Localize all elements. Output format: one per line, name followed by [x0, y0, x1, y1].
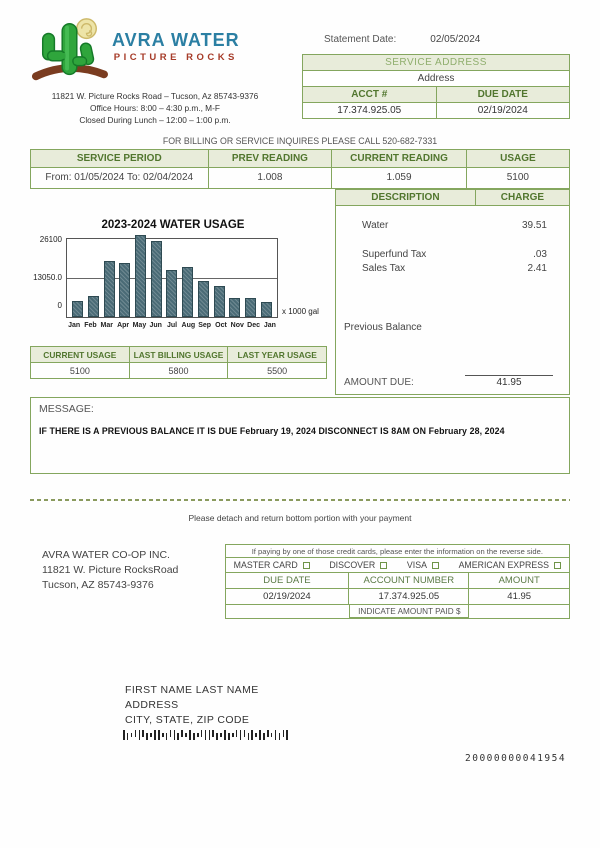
remit-city: Tucson, AZ 85743-9376	[42, 578, 154, 591]
barcode-bar	[232, 733, 234, 737]
barcode-bar	[174, 730, 176, 740]
acct-value: 17.374.925.05	[303, 103, 437, 118]
message-box	[30, 397, 570, 474]
usage-summary-headers	[31, 347, 326, 362]
chart-x-label: Jan	[68, 322, 81, 330]
recipient-city: CITY, STATE, ZIP CODE	[125, 713, 250, 726]
barcode-bar	[244, 730, 246, 737]
reading-cell: 1.008	[209, 167, 333, 188]
postal-barcode	[123, 730, 570, 741]
acct-header: ACCT #	[303, 87, 437, 103]
barcode-bar	[185, 733, 187, 737]
usage-bar	[229, 298, 240, 317]
usage-bar	[214, 286, 225, 317]
card-option	[234, 560, 310, 570]
barcode-bar	[170, 730, 172, 737]
chart-x-label: Sep	[198, 322, 212, 330]
charge-row	[336, 249, 569, 260]
brand-subtitle: PICTURE ROCKS	[113, 52, 238, 63]
charge-header: CHARGE	[476, 190, 569, 205]
stub-header: AMOUNT	[469, 573, 569, 589]
usage-summary-header: CURRENT USAGE	[31, 347, 130, 362]
service-address-value: Address	[303, 71, 569, 87]
chart-x-axis	[66, 322, 278, 329]
usage-summary-value: 5100	[31, 362, 130, 378]
statement-date-label: Statement Date:	[324, 34, 397, 45]
usage-chart-column	[30, 189, 335, 395]
charge-amount: 39.51	[521, 220, 547, 232]
recipient-street: ADDRESS	[125, 698, 179, 711]
charge-items	[336, 206, 569, 274]
barcode-bar	[131, 733, 133, 737]
barcode-bar	[220, 733, 222, 737]
chart-x-label: Apr	[117, 322, 130, 330]
credit-card-options	[226, 558, 569, 573]
charge-row	[336, 220, 569, 231]
amount-due-value: 41.95	[465, 375, 553, 388]
usage-summary-header: LAST BILLING USAGE	[130, 347, 229, 362]
remit-company: AVRA WATER CO-OP INC.	[42, 549, 170, 562]
american-express-checkbox[interactable]	[554, 562, 561, 569]
barcode-bar	[139, 730, 141, 740]
card-option	[459, 560, 561, 570]
chart-x-label: Oct	[215, 322, 227, 330]
chart-x-label: Feb	[84, 322, 97, 330]
brand-name: AVRA WATER	[112, 30, 240, 50]
due-date-header: DUE DATE	[437, 87, 570, 103]
barcode-bar	[135, 730, 137, 737]
barcode-bar	[267, 730, 269, 737]
barcode-bar	[166, 733, 168, 740]
detach-dashed-line	[30, 499, 570, 501]
barcode-bar	[197, 733, 199, 737]
reading-cell: 1.059	[332, 167, 467, 188]
stub-value: 17.374.925.05	[349, 589, 469, 605]
stub-values	[226, 589, 569, 605]
charges-box	[335, 189, 570, 395]
office-info	[30, 90, 280, 126]
reading-table	[30, 149, 570, 189]
barcode-bar	[201, 730, 203, 737]
usage-summary-table	[30, 346, 327, 379]
barcode-bar	[271, 733, 273, 737]
usage-bar	[72, 301, 83, 317]
usage-bar	[88, 296, 99, 317]
barcode-bar	[286, 730, 288, 740]
credit-card-notice: If paying by one of those credit cards, please enter the information on the reverse side.	[226, 545, 569, 558]
charge-description: Sales Tax	[362, 263, 406, 275]
visa-checkbox[interactable]	[432, 562, 439, 569]
barcode-bar	[216, 733, 218, 740]
barcode-bar	[283, 730, 285, 737]
indicate-amount-paid: INDICATE AMOUNT PAID $	[349, 605, 469, 618]
usage-summary-values	[31, 362, 326, 378]
message-text: IF THERE IS A PREVIOUS BALANCE IT IS DUE February 19, 2024 DISCONNECT IS 8AM ON February 28, 2024	[39, 426, 505, 437]
ytick-zero: 0	[57, 301, 62, 311]
usage-bar	[245, 298, 256, 317]
barcode-bar	[127, 733, 129, 740]
charge-description: Superfund Tax	[362, 249, 427, 261]
reading-table-row	[31, 167, 569, 188]
chart-x-label: Mar	[100, 322, 113, 330]
usage-bar	[261, 302, 272, 317]
discover-checkbox[interactable]	[380, 562, 387, 569]
previous-balance-label: Previous Balance	[344, 322, 422, 334]
scanline-number: 20000000041954	[465, 752, 567, 764]
barcode-bar	[240, 730, 242, 740]
usage-bar	[104, 261, 115, 317]
chart-y-axis	[30, 235, 66, 318]
barcode-bar	[189, 730, 191, 740]
office-lunch: Closed During Lunch – 12:00 – 1:00 p.m.	[79, 115, 231, 126]
barcode-bar	[275, 730, 277, 740]
due-date-value: 02/19/2024	[477, 105, 528, 116]
barcode-bar	[154, 730, 156, 740]
reading-table-headers	[31, 150, 569, 167]
chart-unit-label: x 1000 gal	[282, 307, 319, 317]
barcode-bar	[212, 730, 214, 737]
charge-amount: 2.41	[527, 263, 547, 275]
barcode-bar	[279, 733, 281, 740]
recipient-name: FIRST NAME LAST NAME	[125, 684, 259, 697]
barcode-bar	[255, 733, 257, 737]
stub-value: 41.95	[469, 589, 569, 605]
office-address: 11821 W. Picture Rocks Road – Tucson, Az 85743-9376	[51, 91, 259, 101]
card-option	[329, 560, 387, 570]
barcode-bar	[177, 733, 179, 740]
usage-bar	[135, 235, 146, 317]
office-hours: Office Hours: 8:00 – 4:30 p.m., M-F	[90, 103, 220, 114]
ytick-mid: 13050.0	[33, 273, 62, 283]
chart-x-label: Dec	[247, 322, 261, 330]
reading-cell: From: 01/05/2024 To: 02/04/2024	[31, 167, 209, 188]
reading-header: USAGE	[467, 150, 569, 167]
chart-x-label: Nov	[230, 322, 244, 330]
reading-cell: 5100	[467, 167, 569, 188]
usage-bar	[198, 281, 209, 317]
barcode-bar	[248, 733, 250, 740]
barcode-bar	[224, 730, 226, 740]
barcode-bar	[142, 730, 144, 737]
barcode-bar	[193, 733, 195, 740]
barcode-bar	[146, 733, 148, 740]
master-card-checkbox[interactable]	[303, 562, 310, 569]
ytick-max: 26100	[39, 235, 62, 245]
stub-header: ACCOUNT NUMBER	[349, 573, 469, 589]
detach-note: Please detach and return bottom portion with your payment	[188, 513, 412, 524]
barcode-bar	[236, 730, 238, 737]
recipient-address	[125, 683, 570, 728]
barcode-bar	[259, 730, 261, 740]
card-label: MASTER CARD	[233, 560, 298, 571]
remit-address	[30, 548, 225, 619]
card-label: VISA	[406, 560, 427, 571]
usage-summary-header: LAST YEAR USAGE	[228, 347, 326, 362]
message-label: MESSAGE:	[39, 403, 94, 416]
header	[30, 14, 570, 126]
charge-description: Water	[362, 220, 389, 232]
cactus-logo-icon	[30, 14, 108, 88]
card-option	[407, 560, 439, 570]
amount-due-label: AMOUNT DUE:	[344, 377, 414, 389]
credit-card-table	[225, 544, 570, 619]
chart-bars	[67, 239, 277, 317]
card-label: DISCOVER	[329, 560, 376, 571]
barcode-bar	[158, 730, 160, 740]
barcode-bar	[263, 733, 265, 740]
statement-block	[302, 34, 570, 126]
chart-x-label: Aug	[181, 322, 196, 330]
chart-x-label: Jul	[166, 322, 178, 330]
usage-bar	[119, 263, 130, 317]
barcode-bar	[205, 730, 207, 740]
chart-x-label: Jan	[263, 322, 276, 330]
barcode-bar	[181, 730, 183, 737]
barcode-bar	[150, 733, 152, 737]
barcode-bar	[162, 733, 164, 737]
card-label: AMERICAN EXPRESS	[458, 560, 549, 571]
statement-date-value: 02/05/2024	[430, 34, 481, 45]
remit-street: 11821 W. Picture RocksRoad	[42, 563, 179, 576]
stub-headers	[226, 573, 569, 589]
charge-row	[336, 263, 569, 274]
usage-bar	[182, 267, 193, 317]
chart-plot-area	[66, 238, 278, 318]
stub-value: 02/19/2024	[226, 589, 350, 605]
chart-x-label: Jun	[149, 322, 162, 330]
reading-header: PREV READING	[209, 150, 333, 167]
usage-chart	[30, 219, 327, 329]
usage-summary-value: 5500	[228, 362, 326, 378]
service-address-title: SERVICE ADDRESS	[303, 55, 569, 71]
service-address-table	[302, 54, 570, 119]
payment-stub	[30, 544, 570, 619]
reading-header: SERVICE PERIOD	[31, 150, 209, 167]
charge-amount: .03	[533, 249, 547, 261]
chart-title: 2023-2024 WATER USAGE	[101, 219, 245, 232]
chart-x-label: May	[132, 322, 147, 330]
brand-block	[30, 14, 290, 126]
description-header: DESCRIPTION	[336, 190, 476, 205]
reading-header: CURRENT READING	[332, 150, 467, 167]
barcode-bar	[251, 730, 253, 740]
stub-header: DUE DATE	[226, 573, 350, 589]
usage-summary-value: 5800	[130, 362, 229, 378]
usage-bar	[151, 241, 162, 317]
billing-inquiry-notice: FOR BILLING OR SERVICE INQUIRES PLEASE CALL 520-682-7331	[162, 136, 438, 147]
barcode-bar	[123, 730, 125, 740]
usage-bar	[166, 270, 177, 317]
barcode-bar	[209, 730, 211, 740]
barcode-bar	[228, 733, 230, 740]
